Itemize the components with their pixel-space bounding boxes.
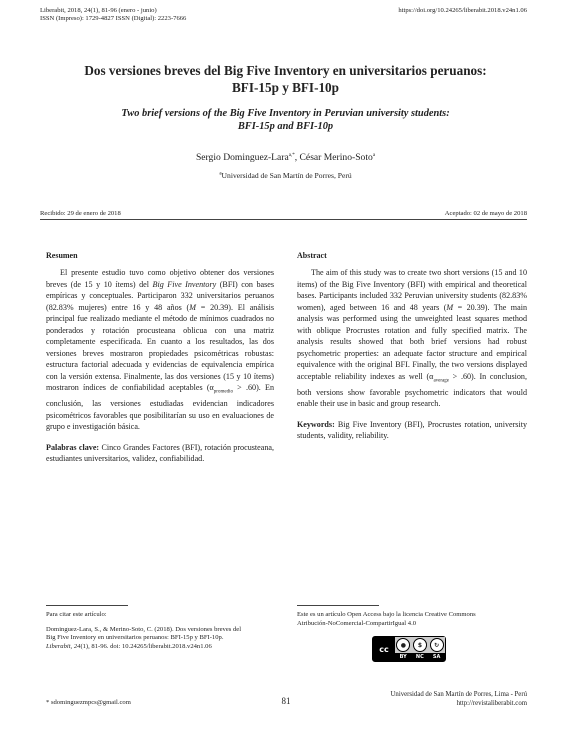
resumen-text-3: = 20.39). El análisis principal fue realizado mediante el método de mínimos cuadrados no ponderados y rotación procusteana oblicua con una matriz completamente especificada. En cuanto a los resultados, las dos versiones breves mostraron propiedades psicométricas robustas: estructura factorial adecuada y evidencias de equivalencia empírica con la versión extensa. Finalmente, las dos versiones (15 y 10 ítems) mostraron índices de confiabilidad aceptables (α (46, 302, 274, 392)
authors-line: Sergio Dominguez-Lara$^{a,*}$, César Merino-Soto$^a$ (195, 152, 376, 163)
license-divider (297, 605, 379, 606)
license-line-2: Atribución-NoComercial-CompartirIgual 4.0 (297, 619, 417, 627)
page-title (40, 62, 531, 96)
abstract-alpha-sub: average (433, 378, 449, 384)
author-2: César Merino-Soto (299, 152, 373, 163)
footer-publisher (391, 690, 527, 708)
citation-divider (46, 605, 128, 606)
resumen-column (46, 251, 274, 465)
cc-icons (395, 637, 445, 653)
resumen-heading: Resumen (46, 251, 78, 260)
subtitle-line-2: BFI-15p and BFI-10p (237, 121, 334, 132)
citation-line-2: Big Five Inventory en universitarios peruanos: BFI-15p y BFI-10p. (46, 634, 224, 642)
cc-badges (395, 637, 445, 661)
subtitle-line-1: Two brief versions of the Big Five Inventory in Peruvian university students: (121, 108, 450, 119)
resumen-body (46, 267, 274, 433)
abstract-text-1: The aim of this study was to create two short versions (15 and 10 items) of the Big Five Inventory (BFI) with empirical and theoretical bases. Participants included 332 Peruvian university students (82.83% women), aged between 16 and 48 years ( (297, 268, 527, 312)
received-date: Recibido: 29 de enero de 2018 (40, 210, 121, 217)
english-title (40, 107, 531, 133)
author-email[interactable]: * sdominguezmpcs@gmail.com (46, 699, 131, 706)
abstract-column (297, 251, 527, 442)
affiliation-sup: a (219, 171, 222, 177)
cc-nc-label: NC (415, 654, 424, 660)
dates-divider (40, 219, 527, 220)
resumen-alpha-sub: promedio (213, 389, 233, 395)
abstract-heading: Abstract (297, 251, 327, 260)
palabras-clave-text: Cinco Grandes Factores (BFI), rotación procusteana, estudiantes universitarios, validez, confiabilidad. (46, 442, 274, 464)
cc-logo-icon (373, 637, 395, 661)
issn-line: ISSN (Impreso): 1729-4827 ISSN (Digital): 2223-7666 (40, 15, 187, 22)
cc-sa-label: SA (432, 654, 441, 660)
cc-badge-labels (395, 653, 445, 661)
keywords-label: Keywords: (297, 419, 335, 429)
abstract-keywords (297, 419, 527, 442)
resumen-em-bfi: Big Five Inventory (152, 279, 217, 289)
palabras-clave-label: Palabras clave: (46, 442, 100, 452)
author-1-sup: a,* (288, 152, 295, 158)
license-block (297, 611, 529, 628)
author-1: Sergio Dominguez-Lara (195, 152, 289, 163)
accepted-date: Aceptado: 02 de mayo de 2018 (444, 210, 527, 217)
author-2-sup: a (372, 152, 376, 158)
cc-license-badge[interactable] (372, 636, 446, 662)
abstract-text-3: > .60). In conclusion, both versions show favorable psychometric indicators that would enable their use in basic and group research. (297, 371, 527, 409)
sharealike-icon: ↻ (430, 638, 444, 652)
affiliation (40, 171, 531, 180)
footer-university: Universidad de San Martín de Porres, Lima - Perú (390, 691, 527, 698)
resumen-text-1: El presente estudio tuvo como objetivo obtener dos versiones breves (de 15 y 10 ítems) del (46, 268, 274, 289)
keywords-text: Big Five Inventory (BFI), Procrustes rotation, university students, validity, reliability. (297, 419, 527, 441)
affiliation-text: Universidad de San Martín de Porres, Perú (221, 171, 352, 180)
citation-line-3 (46, 643, 278, 652)
abstract-body (297, 267, 527, 410)
footer-url[interactable]: http://revistaliberabit.com (456, 700, 527, 707)
resumen-keywords (46, 442, 274, 465)
resumen-text-2: (BFI) con bases empíricas y conceptuales. Participaron 332 universitarios peruanos (82.83% mujeres) entre 16 y 48 años ( (46, 279, 274, 312)
citation-block (46, 611, 278, 651)
license-line-1: Este es un artículo Open Access bajo la licencia Creative Commons (297, 611, 476, 618)
abstract-text-2: = 20.39). The main analysis was performed using the unweighted least squares method with oblique Procrustes rotation and fully specified matrix. The analysis results showed that both brief versions had robust psychometric properties: an adequate factor structure and empirical equivalence with the original BFI. Finally, the two versions displayed acceptable reliability indexes as well (α (297, 302, 527, 381)
citation-rest: (1), 81-96. doi: 10.24265/liberabit.2018.v24n1.06 (80, 642, 212, 650)
journal-line: Liberabit, 2018, 24(1), 81-96 (enero - junio) (40, 7, 157, 14)
citation-journal: Liberabit, 24 (46, 642, 81, 650)
cc-logo-text: cc (379, 644, 389, 654)
noncommercial-icon: $ (413, 638, 427, 652)
doi-link[interactable]: https://doi.org/10.24265/liberabit.2018.v24n1.06 (398, 7, 527, 14)
resumen-text-4: > .60). En conclusión, las versiones estudiadas evidencian indicadores psicométricos favorables que posibilitarían su uso en evaluaciones de grupo e investigación básica. (46, 383, 274, 432)
abstract-em-m: M (446, 302, 454, 312)
title-line-2: BFI-15p y BFI-10p (232, 80, 339, 95)
resumen-em-m: M (189, 302, 196, 312)
page-number: 81 (281, 696, 291, 706)
by-attribution-icon: ● (396, 638, 410, 652)
citation-line-1: Dominguez-Lara, S., & Merino-Soto, C. (2018). Dos versiones breves del (46, 625, 242, 633)
cc-by-label: BY (399, 654, 407, 660)
citation-label: Para citar este artículo: (46, 611, 107, 618)
title-line-1: Dos versiones breves del Big Five Inventory en universitarios peruanos: (84, 63, 487, 78)
